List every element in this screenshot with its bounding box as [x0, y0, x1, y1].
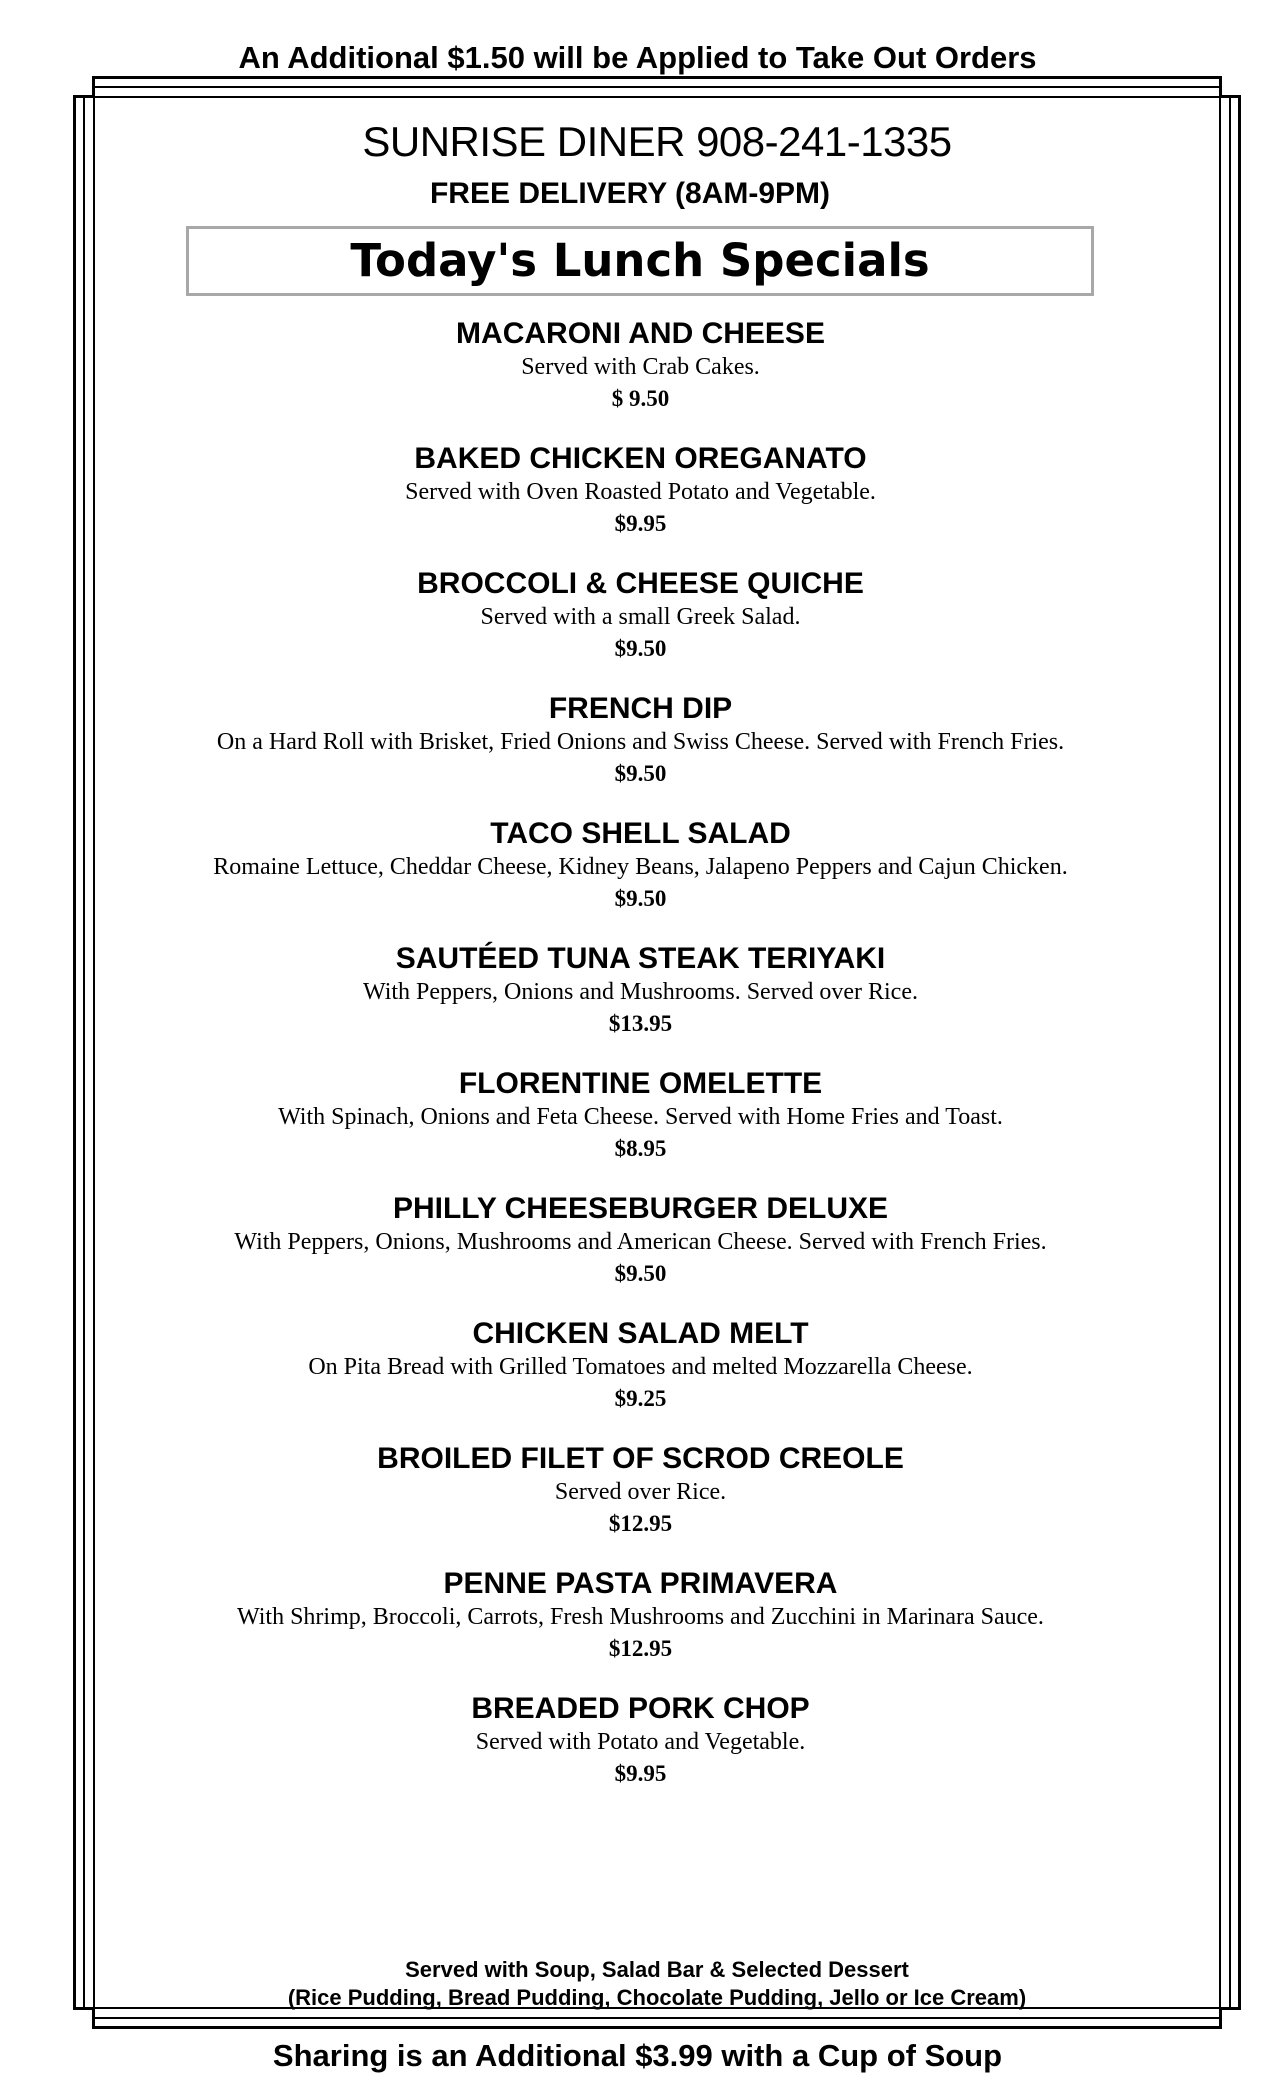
menu-item-description: Served with Oven Roasted Potato and Vegetable. [405, 479, 876, 505]
menu-item-name: TACO SHELL SALAD [490, 817, 791, 850]
menu-item [193, 1566, 1088, 1664]
menu-item-price: $12.95 [608, 1636, 673, 1661]
menu-item [193, 1066, 1088, 1164]
menu-item-price: $13.95 [608, 1011, 673, 1036]
menu-item-name: PHILLY CHEESEBURGER DELUXE [392, 1192, 889, 1225]
frame-corner-accent [73, 2007, 95, 2029]
takeout-surcharge-note: An Additional $1.50 will be Applied to Take Out Orders [238, 40, 1037, 75]
menu-item-description: Romaine Lettuce, Cheddar Cheese, Kidney Beans, Jalapeno Peppers and Cajun Chicken. [213, 854, 1068, 880]
menu-item-price: $9.50 [614, 1261, 667, 1286]
menu-item-name: FRENCH DIP [548, 692, 733, 725]
frame-corner-accent [1219, 76, 1241, 98]
delivery-hours: FREE DELIVERY (8AM-9PM) [429, 177, 831, 210]
menu-item-name: BROCCOLI & CHEESE QUICHE [417, 567, 864, 600]
menu-item [193, 1441, 1088, 1539]
menu-item-name: PENNE PASTA PRIMAVERA [443, 1567, 838, 1600]
menu-item-price: $9.95 [614, 1761, 667, 1786]
menu-item-name: BREADED PORK CHOP [471, 1692, 810, 1725]
menu-item-description: With Shrimp, Broccoli, Carrots, Fresh Mushrooms and Zucchini in Marinara Sauce. [237, 1604, 1044, 1630]
menu-item [193, 441, 1088, 539]
menu-item [193, 1191, 1088, 1289]
menu-item-price: $9.50 [614, 761, 667, 786]
menu-item-name: FLORENTINE OMELETTE [458, 1067, 823, 1100]
menu-item-description: With Peppers, Onions, Mushrooms and American Cheese. Served with French Fries. [234, 1229, 1047, 1255]
menu-item-description: Served with a small Greek Salad. [480, 604, 801, 630]
menu-item-name: MACARONI AND CHEESE [456, 317, 825, 350]
menu-item-description: With Peppers, Onions and Mushrooms. Served over Rice. [363, 979, 918, 1005]
menu-item-price: $9.25 [614, 1386, 667, 1411]
menu-item [193, 316, 1088, 414]
frame-corner-accent [73, 76, 95, 98]
included-sides-note: Served with Soup, Salad Bar & Selected Dessert [405, 1957, 909, 1982]
menu-item [193, 691, 1088, 789]
menu-item [193, 941, 1088, 1039]
menu-item-description: Served over Rice. [554, 1479, 727, 1505]
menu-item-price: $9.50 [614, 636, 667, 661]
menu-item-description: With Spinach, Onions and Feta Cheese. Served with Home Fries and Toast. [278, 1104, 1003, 1130]
menu-item-name: CHICKEN SALAD MELT [472, 1317, 809, 1350]
menu-item-price: $ 9.50 [611, 386, 670, 411]
menu-item-description: On a Hard Roll with Brisket, Fried Onions and Swiss Cheese. Served with French Fries. [216, 729, 1065, 755]
menu-item-description: On Pita Bread with Grilled Tomatoes and melted Mozzarella Cheese. [308, 1354, 973, 1380]
sharing-charge-note: Sharing is an Additional $3.99 with a Cup of Soup [272, 2038, 1003, 2073]
frame-corner-accent [1219, 2007, 1241, 2029]
specials-title: Today's Lunch Specials [350, 234, 930, 287]
menu-item [193, 816, 1088, 914]
menu-item-name: BROILED FILET OF SCROD CREOLE [377, 1442, 904, 1475]
menu-item-price: $9.95 [614, 511, 667, 536]
menu-item-price: $9.50 [614, 886, 667, 911]
menu-item [193, 566, 1088, 664]
menu-item [193, 1316, 1088, 1414]
dessert-options-note: (Rice Pudding, Bread Pudding, Chocolate Pudding, Jello or Ice Cream) [287, 1985, 1027, 2010]
menu-item-description: Served with Potato and Vegetable. [475, 1729, 806, 1755]
diner-name-phone: SUNRISE DINER 908-241-1335 [362, 118, 952, 165]
menu-item-description: Served with Crab Cakes. [521, 354, 760, 380]
menu-item-name: SAUTÉED TUNA STEAK TERIYAKI [395, 942, 886, 975]
specials-list [193, 316, 1088, 1816]
menu-item-price: $12.95 [608, 1511, 673, 1536]
specials-title-box [186, 226, 1094, 296]
menu-item-price: $8.95 [614, 1136, 667, 1161]
menu-item [193, 1691, 1088, 1789]
menu-item-name: BAKED CHICKEN OREGANATO [414, 442, 867, 475]
